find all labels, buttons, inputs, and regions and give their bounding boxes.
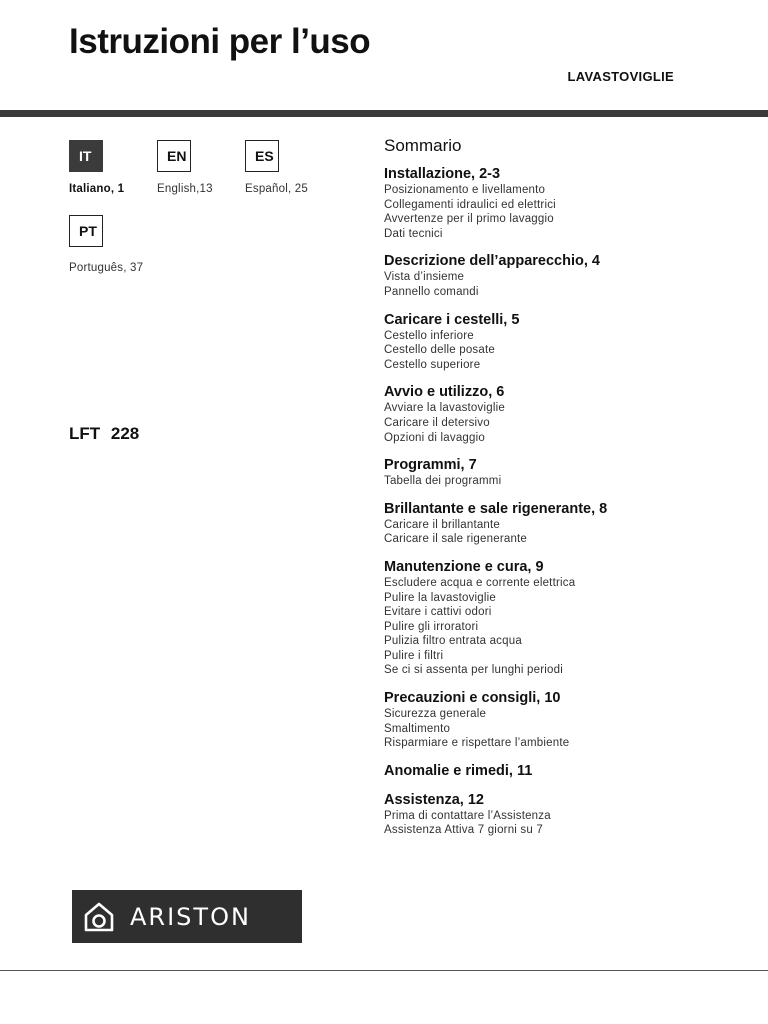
- toc-item: Assistenza Attiva 7 giorni su 7: [384, 824, 543, 837]
- toc-item: Avvertenze per il primo lavaggio: [384, 213, 554, 226]
- toc-section: [384, 763, 754, 780]
- toc-item: Sicurezza generale: [384, 708, 487, 721]
- toc-section: [384, 384, 754, 445]
- toc-section-heading[interactable]: Assistenza, 12: [384, 791, 484, 808]
- toc-item: Pulizia filtro entrata acqua: [384, 635, 522, 648]
- toc-item: Escludere acqua e corrente elettrica: [384, 576, 576, 589]
- toc-item: Posizionamento e livellamento: [384, 184, 546, 196]
- toc-section-heading[interactable]: Precauzioni e consigli, 10: [384, 690, 561, 707]
- toc-sections: [384, 166, 754, 838]
- toc-item: Collegamenti idraulici ed elettrici: [384, 198, 556, 211]
- toc-item: Pulire la lavastoviglie: [384, 591, 496, 604]
- toc-item: Cestello delle posate: [384, 344, 495, 357]
- toc-section: [384, 559, 754, 678]
- toc-item: Cestello superiore: [384, 358, 481, 371]
- toc-section-heading[interactable]: Anomalie e rimedi, 11: [384, 762, 533, 779]
- toc-title: Sommario: [384, 136, 462, 155]
- house-logo-icon: [84, 902, 114, 932]
- language-box-it[interactable]: IT: [69, 140, 103, 172]
- toc-item: Prima di contattare l’Assistenza: [384, 809, 551, 822]
- toc-item: Caricare il detersivo: [384, 416, 490, 429]
- brand-name: ARISTON: [130, 902, 251, 931]
- toc-section: [384, 690, 754, 751]
- toc-item: Opzioni di lavaggio: [384, 431, 485, 444]
- page-title: Istruzioni per l’uso: [69, 22, 371, 61]
- toc-section: [384, 312, 754, 373]
- language-label-it: Italiano, 1: [69, 183, 125, 195]
- toc-section-heading[interactable]: Brillantante e sale rigenerante, 8: [384, 500, 608, 517]
- toc-section: [384, 253, 754, 299]
- toc-item: Pulire gli irroratori: [384, 620, 479, 633]
- language-box-es[interactable]: ES: [245, 140, 279, 172]
- toc-item: Smaltimento: [384, 722, 451, 735]
- toc-item: Se ci si assenta per lunghi periodi: [384, 664, 563, 677]
- footer-divider: [0, 970, 768, 971]
- toc-item: Evitare i cattivi odori: [384, 606, 492, 619]
- toc-section-heading[interactable]: Descrizione dell’apparecchio, 4: [384, 253, 600, 270]
- header-divider: [0, 110, 768, 117]
- language-box-en[interactable]: EN: [157, 140, 191, 172]
- toc-section: [384, 166, 754, 241]
- toc-item: Tabella dei programmi: [384, 475, 502, 488]
- language-box-pt[interactable]: PT: [69, 215, 103, 247]
- toc-section: [384, 457, 754, 489]
- toc-item: Vista d’insieme: [384, 271, 465, 284]
- language-label-pt: Português, 37: [69, 262, 144, 274]
- toc-item: Caricare il brillantante: [384, 518, 501, 531]
- toc-section: [384, 501, 754, 547]
- toc-section-heading[interactable]: Installazione, 2-3: [384, 166, 501, 182]
- model-number: LFT 228: [69, 424, 140, 443]
- toc-item: Caricare il sale rigenerante: [384, 533, 528, 546]
- toc-item: Dati tecnici: [384, 227, 443, 240]
- table-of-contents: [384, 136, 754, 850]
- product-category: LAVASTOVIGLIE: [567, 69, 674, 84]
- toc-item: Risparmiare e rispettare l’ambiente: [384, 737, 570, 750]
- toc-section: [384, 792, 754, 838]
- toc-item: Avviare la lavastoviglie: [384, 402, 505, 415]
- toc-section-heading[interactable]: Avvio e utilizzo, 6: [384, 384, 505, 401]
- toc-section-heading[interactable]: Programmi, 7: [384, 457, 477, 474]
- toc-item: Cestello inferiore: [384, 329, 474, 342]
- language-label-en: English,13: [157, 183, 213, 195]
- brand-logo: [72, 890, 302, 943]
- toc-item: Pulire i filtri: [384, 649, 444, 662]
- toc-item: Pannello comandi: [384, 285, 479, 298]
- language-label-es: Español, 25: [245, 183, 308, 195]
- toc-section-heading[interactable]: Manutenzione e cura, 9: [384, 558, 544, 575]
- toc-section-heading[interactable]: Caricare i cestelli, 5: [384, 311, 520, 328]
